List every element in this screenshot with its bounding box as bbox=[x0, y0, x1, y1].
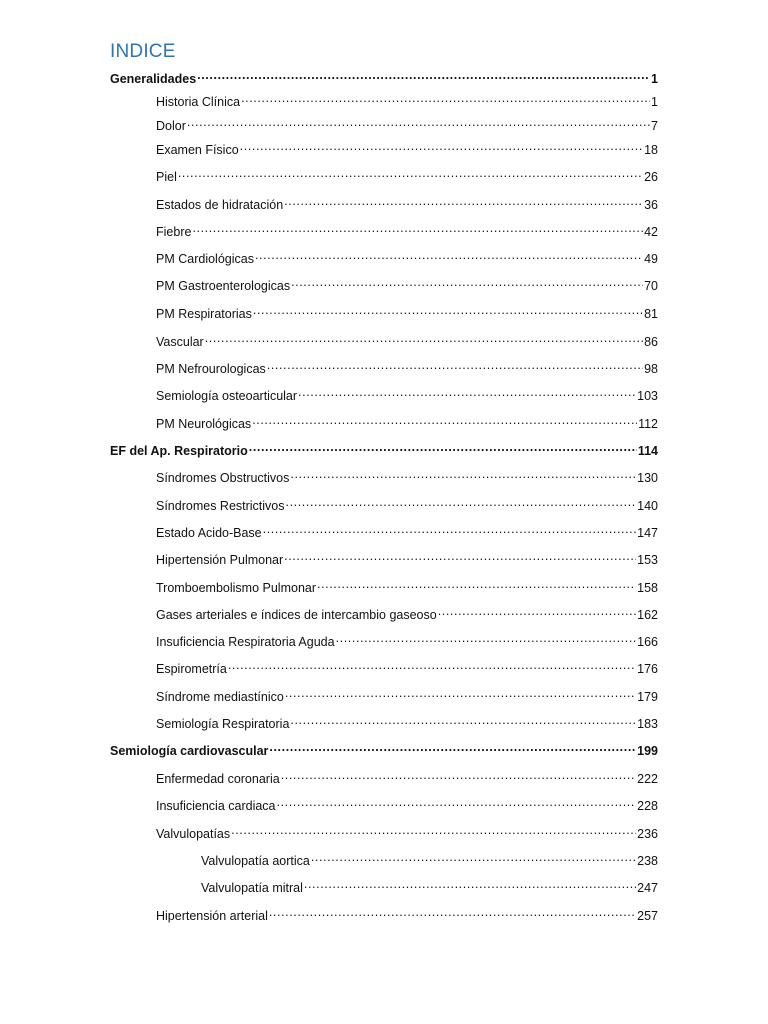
toc-dot-leader bbox=[187, 114, 650, 130]
toc-entry-page-number: 140 bbox=[637, 499, 658, 513]
toc-dot-leader bbox=[269, 739, 636, 755]
toc-entry[interactable] bbox=[156, 794, 658, 814]
toc-dot-leader bbox=[178, 165, 643, 181]
toc-entry[interactable] bbox=[156, 90, 658, 110]
toc-entry[interactable] bbox=[156, 630, 658, 650]
toc-entry-page-number: 42 bbox=[644, 225, 658, 239]
toc-entry[interactable] bbox=[156, 494, 658, 514]
toc-entry-label: PM Cardiológicas bbox=[156, 252, 254, 266]
toc-entry-label: PM Respiratorias bbox=[156, 307, 252, 321]
toc-entry-label: Tromboembolismo Pulmonar bbox=[156, 581, 317, 595]
toc-entry[interactable] bbox=[156, 165, 658, 185]
toc-entry-label: Historia Clínica bbox=[156, 95, 241, 109]
toc-entry-page-number: 103 bbox=[637, 389, 658, 403]
toc-entry-label: Fiebre bbox=[156, 225, 192, 239]
toc-entry-label: Valvulopatías bbox=[156, 827, 231, 841]
toc-dot-leader bbox=[336, 630, 637, 646]
toc-entry[interactable] bbox=[201, 876, 658, 896]
toc-entry[interactable] bbox=[156, 822, 658, 842]
toc-entry-page-number: 228 bbox=[637, 799, 658, 813]
toc-entry-label: Estado Acido-Base bbox=[156, 526, 262, 540]
toc-entry-page-number: 257 bbox=[637, 909, 658, 923]
toc-entry-page-number: 176 bbox=[637, 662, 658, 676]
toc-entry[interactable] bbox=[156, 767, 658, 787]
toc-entry-label: Examen Físico bbox=[156, 143, 239, 157]
toc-entry-page-number: 70 bbox=[644, 279, 658, 293]
toc-entry[interactable] bbox=[156, 114, 658, 134]
toc-entry[interactable] bbox=[156, 247, 658, 267]
toc-entry-label: Insuficiencia cardiaca bbox=[156, 799, 276, 813]
toc-entry-label: Estados de hidratación bbox=[156, 198, 284, 212]
toc-entry-label: Semiología cardiovascular bbox=[110, 744, 269, 758]
toc-dot-leader bbox=[290, 466, 636, 482]
toc-dot-leader bbox=[228, 657, 636, 673]
toc-entry-page-number: 247 bbox=[637, 881, 658, 895]
toc-entry-page-number: 112 bbox=[638, 417, 658, 431]
toc-entry-label: Valvulopatía aortica bbox=[201, 854, 310, 868]
toc-entry-page-number: 199 bbox=[637, 744, 658, 758]
toc-entry-page-number: 183 bbox=[637, 717, 658, 731]
toc-dot-leader bbox=[291, 274, 643, 290]
toc-entry-label: Espirometría bbox=[156, 662, 227, 676]
toc-entry-label: Hipertensión arterial bbox=[156, 909, 268, 923]
toc-dot-leader bbox=[311, 849, 636, 865]
toc-entry-page-number: 162 bbox=[637, 608, 658, 622]
toc-entry-page-number: 7 bbox=[651, 119, 658, 133]
toc-entry-page-number: 153 bbox=[637, 553, 658, 567]
toc-entry[interactable] bbox=[156, 193, 658, 213]
toc-entry[interactable] bbox=[156, 521, 658, 541]
toc-entry[interactable] bbox=[156, 412, 658, 432]
toc-dot-leader bbox=[252, 412, 637, 428]
toc-entry[interactable] bbox=[156, 712, 658, 732]
toc-entry[interactable] bbox=[156, 603, 658, 623]
toc-dot-leader bbox=[298, 384, 636, 400]
toc-entry[interactable] bbox=[156, 330, 658, 350]
toc-entry[interactable] bbox=[156, 302, 658, 322]
toc-entry-label: Síndromes Obstructivos bbox=[156, 471, 290, 485]
toc-dot-leader bbox=[192, 220, 643, 236]
toc-entry-label: Vascular bbox=[156, 335, 204, 349]
toc-dot-leader bbox=[205, 330, 643, 346]
toc-entry-page-number: 1 bbox=[651, 72, 658, 86]
toc-entry-label: EF del Ap. Respiratorio bbox=[110, 444, 248, 458]
toc-dot-leader bbox=[285, 685, 636, 701]
toc-dot-leader bbox=[253, 302, 643, 318]
toc-entry-page-number: 114 bbox=[637, 444, 658, 458]
toc-dot-leader bbox=[284, 193, 643, 209]
toc-entry[interactable] bbox=[156, 576, 658, 596]
toc-entry-page-number: 98 bbox=[644, 362, 658, 376]
toc-entry-label: Enfermedad coronaria bbox=[156, 772, 280, 786]
toc-entry[interactable] bbox=[156, 466, 658, 486]
toc-dot-leader bbox=[317, 576, 636, 592]
toc-entry[interactable] bbox=[156, 220, 658, 240]
toc-entry[interactable] bbox=[156, 274, 658, 294]
toc-entry-label: PM Neurológicas bbox=[156, 417, 252, 431]
toc-entry-page-number: 238 bbox=[637, 854, 658, 868]
toc-entry[interactable] bbox=[110, 67, 658, 87]
toc-entry-label: PM Nefrourologicas bbox=[156, 362, 266, 376]
toc-entry-page-number: 86 bbox=[644, 335, 658, 349]
toc-entry-label: Semiología osteoarticular bbox=[156, 389, 298, 403]
toc-entry[interactable] bbox=[156, 357, 658, 377]
toc-entry-label: PM Gastroenterologicas bbox=[156, 279, 291, 293]
toc-dot-leader bbox=[241, 90, 650, 106]
toc-dot-leader bbox=[249, 439, 637, 455]
toc-entry[interactable] bbox=[110, 439, 658, 459]
toc-entry-label: Hipertensión Pulmonar bbox=[156, 553, 284, 567]
toc-dot-leader bbox=[286, 494, 637, 510]
toc-entry[interactable] bbox=[156, 657, 658, 677]
toc-dot-leader bbox=[281, 767, 636, 783]
toc-dot-leader bbox=[240, 138, 643, 154]
toc-entry[interactable] bbox=[156, 685, 658, 705]
toc-entry-page-number: 130 bbox=[637, 471, 658, 485]
toc-entry-label: Síndromes Restrictivos bbox=[156, 499, 285, 513]
toc-entry-page-number: 18 bbox=[644, 143, 658, 157]
toc-dot-leader bbox=[290, 712, 636, 728]
toc-entry[interactable] bbox=[156, 548, 658, 568]
toc-entry-page-number: 236 bbox=[637, 827, 658, 841]
toc-dot-leader bbox=[269, 904, 636, 920]
toc-dot-leader bbox=[267, 357, 643, 373]
toc-entry-page-number: 179 bbox=[637, 690, 658, 704]
toc-entry-label: Insuficiencia Respiratoria Aguda bbox=[156, 635, 335, 649]
toc-entry-page-number: 26 bbox=[644, 170, 658, 184]
toc-entry[interactable] bbox=[156, 904, 658, 924]
toc-entry[interactable] bbox=[156, 384, 658, 404]
toc-entry[interactable] bbox=[156, 138, 658, 158]
toc-dot-leader bbox=[255, 247, 643, 263]
toc-title: INDICE bbox=[110, 41, 176, 62]
toc-dot-leader bbox=[277, 794, 637, 810]
toc-entry-label: Síndrome mediastínico bbox=[156, 690, 284, 704]
toc-dot-leader bbox=[231, 822, 636, 838]
toc-entry-label: Semiología Respiratoria bbox=[156, 717, 290, 731]
toc-dot-leader bbox=[284, 548, 636, 564]
toc-entry[interactable] bbox=[201, 849, 658, 869]
toc-entry-page-number: 158 bbox=[637, 581, 658, 595]
toc-dot-leader bbox=[197, 67, 650, 83]
toc-dot-leader bbox=[438, 603, 636, 619]
toc-entry-page-number: 81 bbox=[644, 307, 658, 321]
toc-dot-leader bbox=[304, 876, 636, 892]
toc-entry-page-number: 1 bbox=[651, 95, 658, 109]
toc-entry-page-number: 147 bbox=[637, 526, 658, 540]
toc-entry-page-number: 222 bbox=[637, 772, 658, 786]
toc-entry-label: Generalidades bbox=[110, 72, 197, 86]
toc-entry-page-number: 49 bbox=[644, 252, 658, 266]
toc-entry-label: Dolor bbox=[156, 119, 186, 133]
toc-dot-leader bbox=[263, 521, 637, 537]
toc-entry-page-number: 36 bbox=[644, 198, 658, 212]
toc-entry-label: Valvulopatía mitral bbox=[201, 881, 303, 895]
toc-entry-page-number: 166 bbox=[637, 635, 658, 649]
toc-entry[interactable] bbox=[110, 739, 658, 759]
toc-entry-label: Gases arteriales e índices de intercambio gaseoso bbox=[156, 608, 437, 622]
toc-entry-label: Piel bbox=[156, 170, 177, 184]
